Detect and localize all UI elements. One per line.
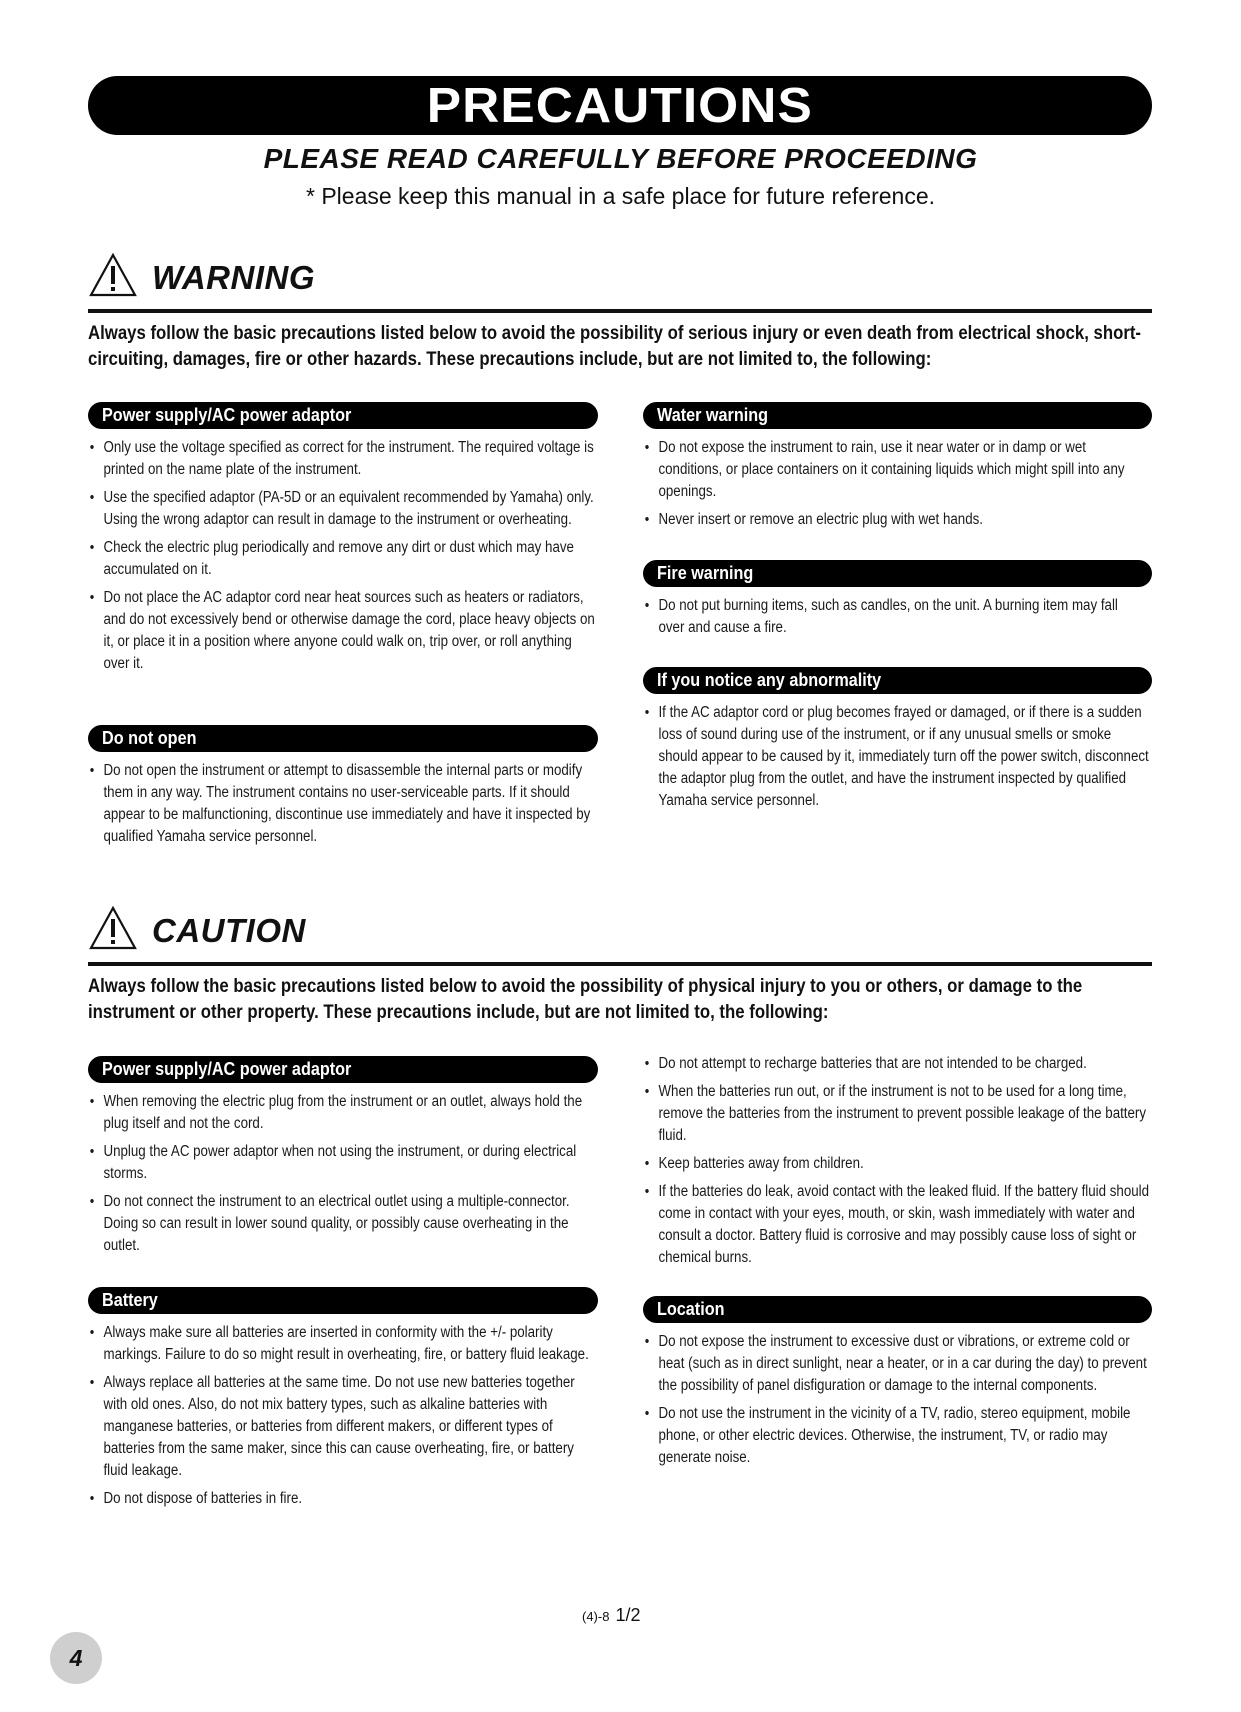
warning-heading bbox=[88, 252, 1152, 298]
page-title: PRECAUTIONS bbox=[426, 78, 814, 133]
location-list bbox=[643, 1331, 1152, 1469]
footer-code bbox=[582, 1605, 640, 1626]
warning-left-column bbox=[88, 402, 598, 681]
warning-right-abnormality bbox=[643, 667, 1152, 818]
list-item: • Do not expose the instrument to rain, use it near water or in damp or wet conditions, or place containers on it containing liquids which might spill into any openings. bbox=[643, 437, 1152, 503]
section-header-fire-warning: Fire warning bbox=[643, 560, 1152, 587]
list-item: • When the batteries run out, or if the instrument is not to be used for a long time, remove the batteries from the instrument to prevent possible leakage of the battery fluid. bbox=[643, 1081, 1152, 1147]
caution-divider bbox=[88, 962, 1152, 966]
water-warning-list bbox=[643, 437, 1152, 531]
section-header-power-supply: Power supply/AC power adaptor bbox=[88, 402, 598, 429]
abnormality-list bbox=[643, 702, 1152, 812]
caution-right-location bbox=[643, 1296, 1152, 1475]
caution-label: CAUTION bbox=[152, 912, 306, 949]
document-code: (4)-8 bbox=[582, 1609, 610, 1624]
caution-right-battery-continued bbox=[643, 1053, 1152, 1275]
do-not-open-list bbox=[88, 760, 598, 848]
page-title-bar bbox=[88, 76, 1152, 135]
list-item: • If the batteries do leak, avoid contact with the leaked fluid. If the battery fluid should come in contact with your eyes, mouth, or skin, wash immediately with water and consult a doctor. Battery fluid is corrosive and may possibly cause loss of sight or chemical burns. bbox=[643, 1181, 1152, 1269]
caution-heading bbox=[88, 905, 1152, 951]
caution-intro: Always follow the basic precautions listed below to avoid the possibility of physical injury to you or others, or damage to the instrument or other property. These precautions include, but are not limited to, the following: bbox=[88, 975, 1083, 1023]
section-header-battery: Battery bbox=[88, 1287, 598, 1314]
list-item: • If the AC adaptor cord or plug becomes frayed or damaged, or if there is a sudden loss of sound during use of the instrument, or if any unusual smells or smoke should appear to be caused by it, immediately turn off the power switch, disconnect the adaptor plug from the outlet, and have the instrument inspected by qualified Yamaha service personnel. bbox=[643, 702, 1152, 812]
list-item: • Do not expose the instrument to excessive dust or vibrations, or extreme cold or heat (such as in direct sunlight, near a heater, or in a car during the day) to prevent the possibility of panel disfiguration or damage to the internal components. bbox=[643, 1331, 1152, 1397]
fire-warning-list bbox=[643, 595, 1125, 639]
warning-intro: Always follow the basic precautions listed below to avoid the possibility of serious injury or even death from electrical shock, short-circuiting, damages, fire or other hazards. These precautions include, but are not limited to, the following: bbox=[88, 322, 1142, 370]
caution-left-battery bbox=[88, 1287, 598, 1516]
page-number: 4 bbox=[69, 1644, 83, 1671]
page-fraction: 1/2 bbox=[615, 1605, 641, 1625]
list-item: • Do not place the AC adaptor cord near heat sources such as heaters or radiators, and do not excessively bend or otherwise damage the cord, place heavy objects on it, or place it in a position where anyone could walk on, trip over, or roll anything over it. bbox=[88, 587, 598, 675]
list-item: • Always replace all batteries at the same time. Do not use new batteries together with old ones. Also, do not mix battery types, such as alkaline batteries with manganese batteries, or batteries from different makers, or different types of batteries from the same maker, since this can cause overheating, fire, or battery fluid leakage. bbox=[88, 1372, 598, 1482]
caution-left-power bbox=[88, 1056, 598, 1263]
list-item: • Do not dispose of batteries in fire. bbox=[88, 1488, 598, 1510]
list-item: • Never insert or remove an electric plug with wet hands. bbox=[643, 509, 1152, 531]
warning-right-fire bbox=[643, 560, 1152, 645]
list-item: • Do not attempt to recharge batteries that are not intended to be charged. bbox=[643, 1053, 1152, 1075]
list-item: • Only use the voltage specified as correct for the instrument. The required voltage is printed on the name plate of the instrument. bbox=[88, 437, 598, 481]
section-header-location: Location bbox=[643, 1296, 1152, 1323]
warning-right-water bbox=[643, 402, 1152, 537]
section-header-do-not-open: Do not open bbox=[88, 725, 598, 752]
list-item: • When removing the electric plug from the instrument or an outlet, always hold the plug itself and not the cord. bbox=[88, 1091, 598, 1135]
keep-manual-note: * Please keep this manual in a safe place for future reference. bbox=[305, 183, 936, 209]
page-subtitle: PLEASE READ CAREFULLY BEFORE PROCEEDING bbox=[263, 143, 978, 174]
list-item: • Do not use the instrument in the vicinity of a TV, radio, stereo equipment, mobile phone, or other electric devices. Otherwise, the instrument, TV, or radio may generate noise. bbox=[643, 1403, 1152, 1469]
list-item: • Use the specified adaptor (PA-5D or an equivalent recommended by Yamaha) only. Using the wrong adaptor can result in damage to the instrument or overheating. bbox=[88, 487, 598, 531]
section-header-abnormality: If you notice any abnormality bbox=[643, 667, 1152, 694]
power-supply-list bbox=[88, 437, 598, 675]
list-item: • Keep batteries away from children. bbox=[643, 1153, 1152, 1175]
warning-triangle-icon bbox=[88, 252, 138, 298]
battery-list bbox=[88, 1322, 598, 1510]
warning-left-column-2 bbox=[88, 725, 598, 854]
list-item: • Always make sure all batteries are inserted in conformity with the +/- polarity markings. Failure to do so might result in overheating, fire, or battery fluid leakage. bbox=[88, 1322, 598, 1366]
list-item: • Do not put burning items, such as candles, on the unit. A burning item may fall over and cause a fire. bbox=[643, 595, 1125, 639]
page-number-badge bbox=[50, 1632, 102, 1684]
list-item: • Check the electric plug periodically and remove any dirt or dust which may have accumulated on it. bbox=[88, 537, 598, 581]
list-item: • Do not open the instrument or attempt to disassemble the internal parts or modify them in any way. The instrument contains no user-serviceable parts. If it should appear to be malfunctioning, discontinue use immediately and have it inspected by qualified Yamaha service personnel. bbox=[88, 760, 598, 848]
warning-divider bbox=[88, 309, 1152, 313]
list-item: • Unplug the AC power adaptor when not using the instrument, or during electrical storms. bbox=[88, 1141, 598, 1185]
list-item: • Do not connect the instrument to an electrical outlet using a multiple-connector. Doing so can result in lower sound quality, or possibly cause overheating in the outlet. bbox=[88, 1191, 598, 1257]
warning-triangle-icon bbox=[88, 905, 138, 951]
section-header-power-supply: Power supply/AC power adaptor bbox=[88, 1056, 598, 1083]
warning-label: WARNING bbox=[152, 259, 315, 296]
section-header-water-warning: Water warning bbox=[643, 402, 1152, 429]
caution-power-list bbox=[88, 1091, 598, 1257]
battery-continued-list bbox=[643, 1053, 1152, 1269]
